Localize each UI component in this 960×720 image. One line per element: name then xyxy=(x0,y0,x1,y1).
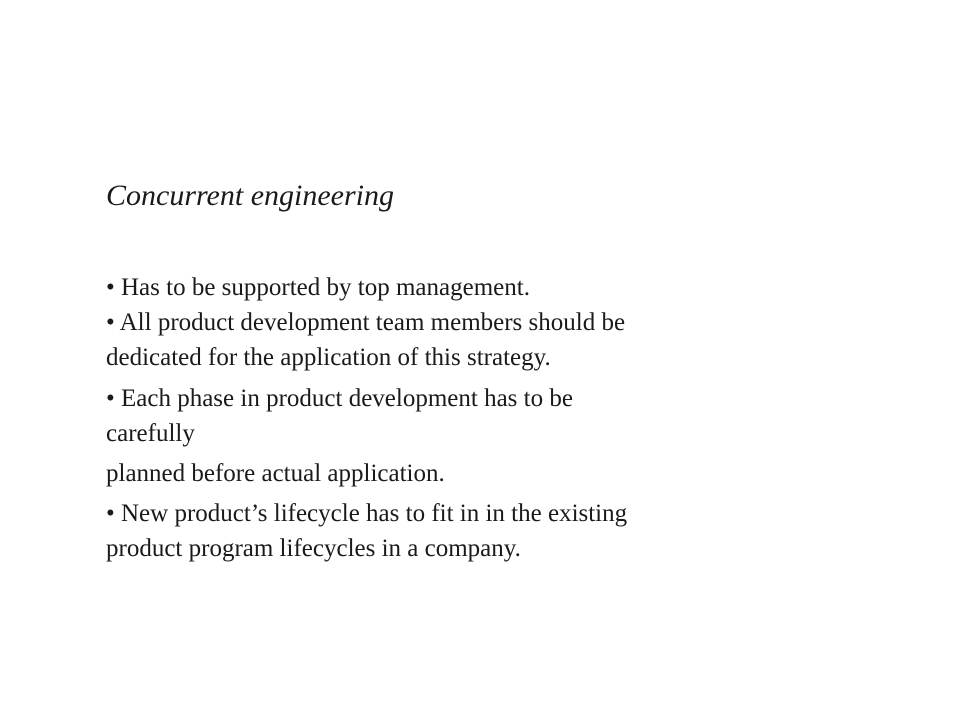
bullet-line: • Each phase in product development has to be xyxy=(106,385,573,412)
bullet-line: • All product development team members should be xyxy=(106,309,626,336)
text-line: dedicated for the application of this strategy. xyxy=(106,344,551,371)
text-line: planned before actual application. xyxy=(106,460,445,487)
bullet-line: • New product’s lifecycle has to fit in in the existing xyxy=(106,500,628,527)
slide-title: Concurrent engineering xyxy=(106,179,395,212)
bullet-line: • Has to be supported by top management. xyxy=(106,274,530,301)
text-line: carefully xyxy=(106,420,195,447)
text-line: product program lifecycles in a company. xyxy=(106,535,521,562)
